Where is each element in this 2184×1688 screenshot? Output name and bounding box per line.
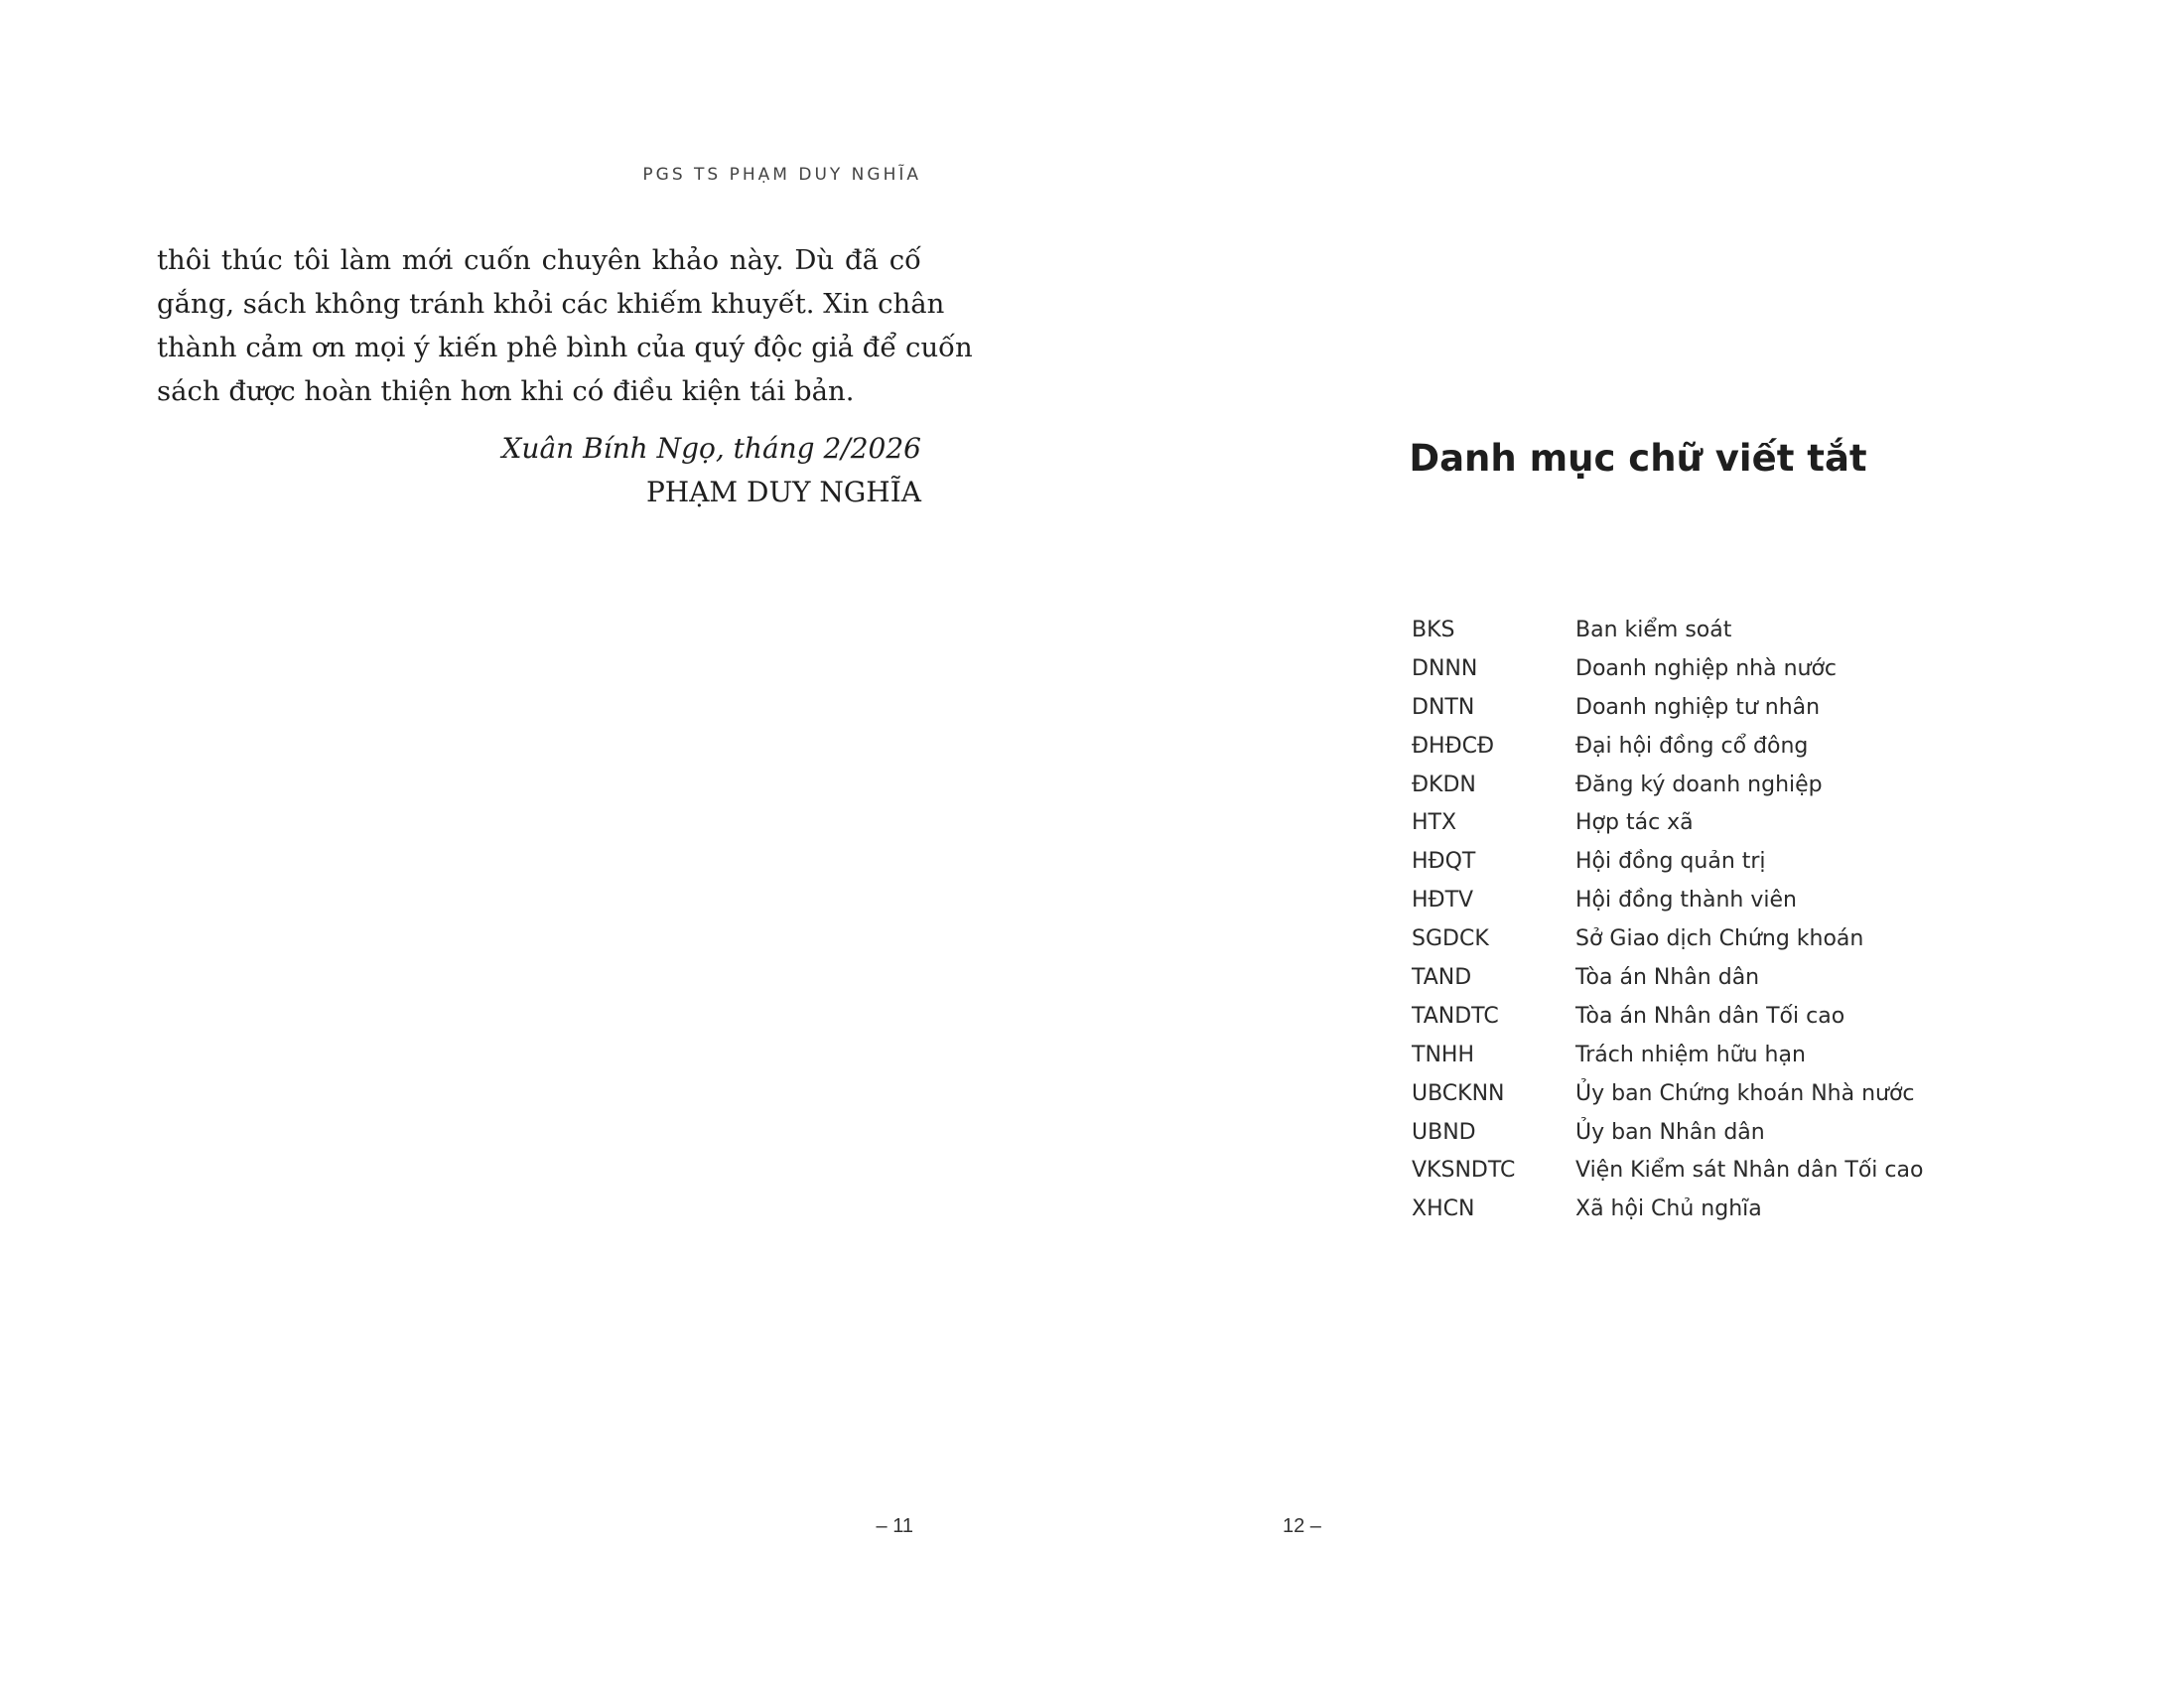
abbreviation-row	[1412, 649, 1923, 688]
abbreviation-meaning: Tòa án Nhân dân	[1575, 964, 1760, 990]
abbreviation-meaning: Ban kiểm soát	[1575, 617, 1732, 642]
section-title: Danh mục chữ viết tắt	[1409, 437, 1867, 480]
page-number-left: – 11	[876, 1515, 913, 1537]
abbreviation-row	[1412, 688, 1923, 727]
abbreviation-code: HĐTV	[1412, 888, 1474, 914]
abbreviation-row	[1412, 1113, 1923, 1152]
abbreviation-meaning: Ủy ban Nhân dân	[1575, 1119, 1765, 1145]
abbreviation-meaning: Hội đồng quản trị	[1575, 849, 1766, 875]
abbreviation-meaning: Hội đồng thành viên	[1575, 888, 1797, 914]
abbreviation-code: HĐQT	[1412, 849, 1476, 875]
abbreviation-meaning: Doanh nghiệp tư nhân	[1575, 694, 1821, 720]
paragraph-line: thành cảm ơn mọi ý kiến phê bình của quý độc giả để cuốn	[157, 332, 973, 363]
page-number-right: 12 –	[1283, 1515, 1321, 1537]
abbreviation-code: DNTN	[1412, 694, 1475, 720]
abbreviation-meaning: Tòa án Nhân dân Tối cao	[1575, 1003, 1845, 1029]
abbreviation-code: DNNN	[1412, 655, 1478, 681]
abbreviation-meaning: Viện Kiểm sát Nhân dân Tối cao	[1575, 1158, 1924, 1184]
abbreviation-code: ĐKDN	[1412, 772, 1476, 797]
abbreviation-row	[1412, 727, 1923, 766]
abbreviation-meaning: Xã hội Chủ nghĩa	[1575, 1196, 1762, 1222]
abbreviation-row	[1412, 919, 1923, 958]
abbreviation-code: ĐHĐCĐ	[1412, 733, 1495, 759]
abbreviation-row	[1412, 803, 1923, 842]
abbreviation-code: SGDCK	[1412, 926, 1489, 952]
abbreviation-code: TNHH	[1412, 1042, 1474, 1067]
right-page	[1092, 0, 2184, 1688]
abbreviation-meaning: Trách nhiệm hữu hạn	[1575, 1042, 1806, 1067]
abbreviation-row	[1412, 997, 1923, 1036]
running-header: PGS TS PHẠM DUY NGHĨA	[642, 165, 921, 185]
signature-date: Xuân Bính Ngọ, tháng 2/2026	[501, 432, 921, 465]
abbreviation-code: VKSNDTC	[1412, 1158, 1516, 1184]
abbreviation-row	[1412, 1190, 1923, 1228]
abbreviation-row	[1412, 842, 1923, 881]
paragraph-line: thôi thúc tôi làm mới cuốn chuyên khảo này. Dù đã cố	[157, 244, 921, 276]
abbreviation-meaning: Hợp tác xã	[1575, 810, 1694, 836]
abbreviation-row	[1412, 611, 1923, 649]
abbreviation-code: TANDTC	[1412, 1003, 1499, 1029]
paragraph-line: sách được hoàn thiện hơn khi có điều kiện tái bản.	[157, 375, 855, 407]
abbreviation-code: HTX	[1412, 810, 1457, 836]
signature-block	[501, 427, 921, 514]
abbreviation-meaning: Sở Giao dịch Chứng khoán	[1575, 926, 1864, 952]
paragraph-line: gắng, sách không tránh khỏi các khiếm khuyết. Xin chân	[157, 288, 945, 320]
abbreviation-code: BKS	[1412, 617, 1455, 642]
abbreviation-meaning: Ủy ban Chứng khoán Nhà nước	[1575, 1080, 1915, 1106]
abbreviation-row	[1412, 1036, 1923, 1074]
abbreviation-code: TAND	[1412, 964, 1472, 990]
preface-paragraph	[157, 238, 973, 413]
abbreviation-code: UBCKNN	[1412, 1080, 1505, 1106]
abbreviation-code: UBND	[1412, 1119, 1476, 1145]
abbreviation-row	[1412, 766, 1923, 804]
abbreviation-meaning: Đăng ký doanh nghiệp	[1575, 772, 1823, 797]
abbreviation-row	[1412, 881, 1923, 919]
abbreviation-code: XHCN	[1412, 1196, 1475, 1222]
abbreviation-row	[1412, 958, 1923, 997]
abbreviation-list	[1412, 611, 1923, 1228]
signature-name: PHẠM DUY NGHĨA	[645, 476, 921, 508]
abbreviation-row	[1412, 1074, 1923, 1113]
abbreviation-meaning: Đại hội đồng cổ đông	[1575, 733, 1809, 759]
abbreviation-row	[1412, 1151, 1923, 1190]
abbreviation-meaning: Doanh nghiệp nhà nước	[1575, 655, 1838, 681]
